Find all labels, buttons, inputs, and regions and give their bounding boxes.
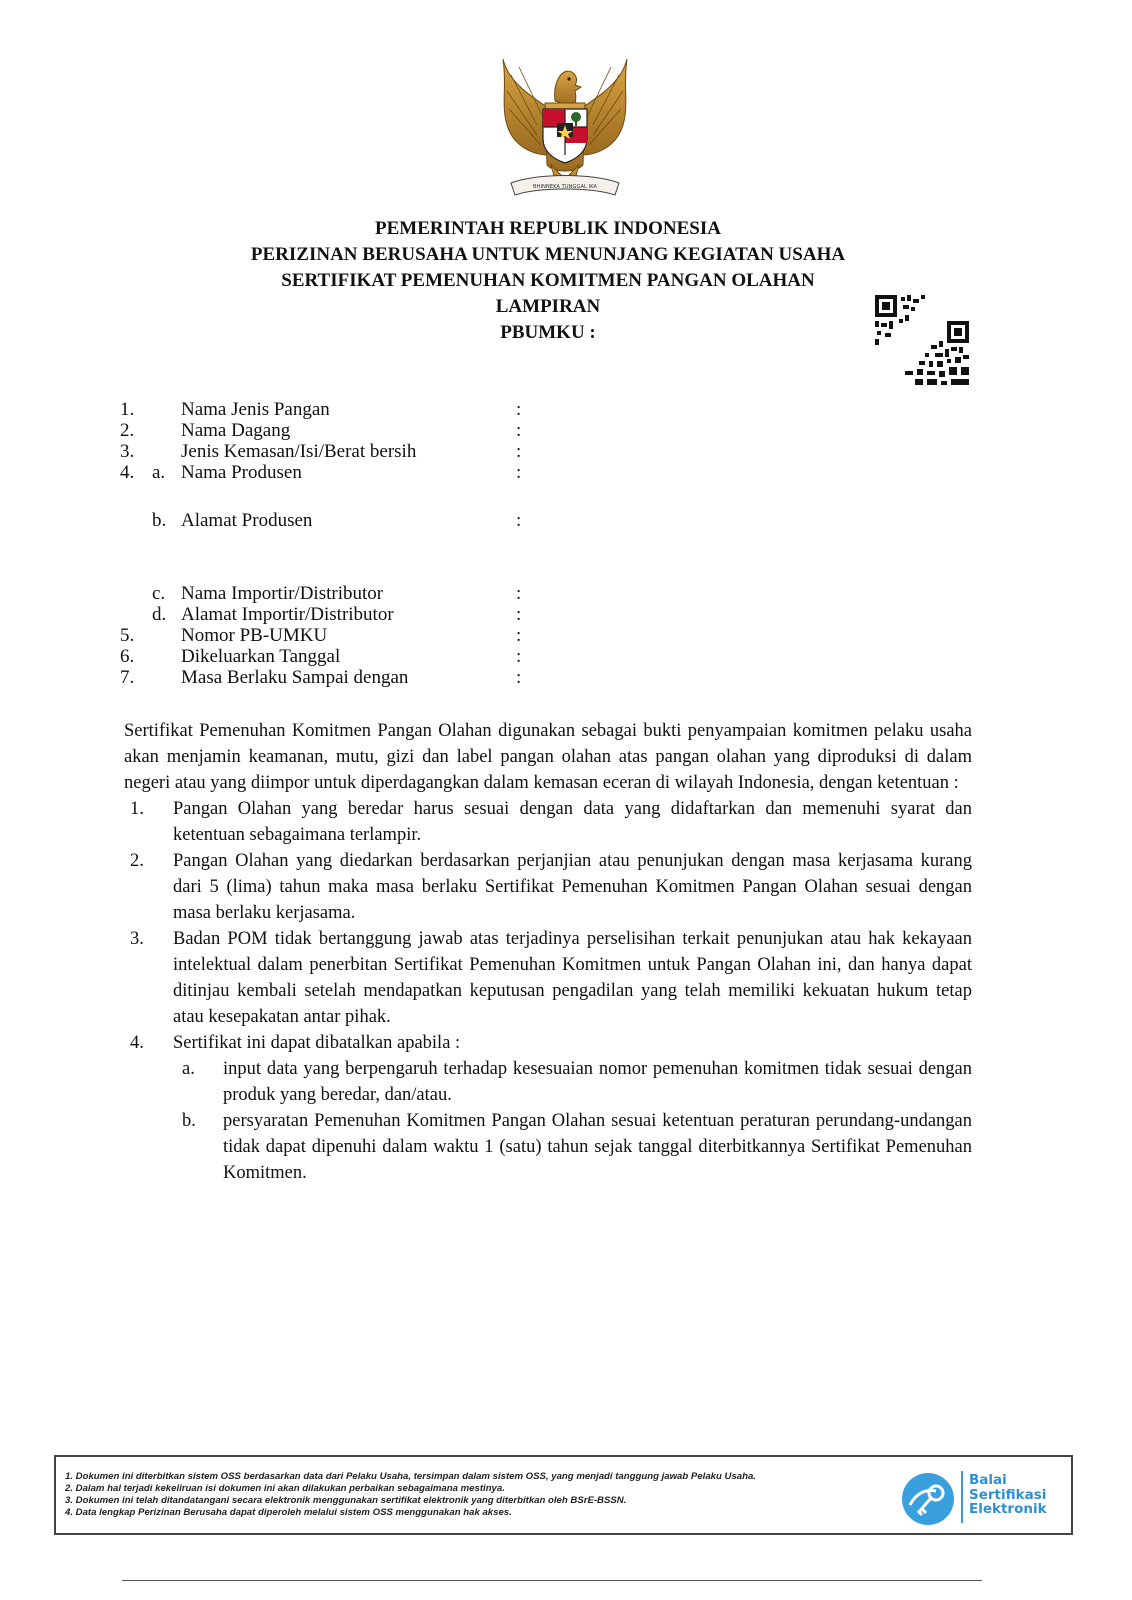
field-number: 5. [120, 625, 135, 646]
field-row [120, 667, 540, 689]
bsre-logo-icon [900, 1471, 956, 1527]
field-number: 7. [120, 667, 135, 688]
field-number: 1. [120, 399, 135, 420]
field-row [120, 420, 540, 442]
terms-subitem-text: input data yang berpengaruh terhadap kesesuaian nomor pemenuhan komitmen tidak sesuai dengan produk yang beredar, dan/atau. [223, 1059, 972, 1105]
terms-item-text: Sertifikat ini dapat dibatalkan apabila : [173, 1033, 461, 1053]
terms-subitem [124, 1056, 972, 1108]
field-sub-letter: c. [152, 583, 166, 604]
terms-subitem-text: persyaratan Pemenuhan Komitmen Pangan Olahan sesuai ketentuan peraturan perundang-undangan tidak dapat dipenuhi dalam waktu 1 (satu) tahun sejak tanggal diterbitkannya Sertifikat Pemenuhan Komitmen. [223, 1111, 972, 1183]
terms-item-number: 4. [130, 1033, 144, 1053]
footer-disclaimer-box [54, 1455, 1073, 1535]
terms-subitem-letter: b. [182, 1111, 196, 1131]
field-row [120, 399, 540, 421]
header-line-attachment: LAMPIRAN [495, 296, 601, 317]
field-colon: : [516, 583, 522, 604]
footer-note: 1. Dokumen ini diterbitkan sistem OSS berdasarkan data dari Pelaku Usaha, tersimpan dalam sistem OSS, yang menjadi tanggung jawab Pelaku Usaha. [65, 1471, 756, 1482]
terms-item-text: Pangan Olahan yang diedarkan berdasarkan perjanjian atau penunjukan dengan masa kerjasama kurang dari 5 (lima) tahun maka masa berlaku Sertifikat Pemenuhan Komitmen Pangan Olahan sesuai dengan masa berlaku kerjasama. [173, 851, 972, 923]
terms-item [124, 1030, 972, 1056]
field-row [120, 583, 540, 605]
field-number: 2. [120, 420, 135, 441]
terms-item-text: Pangan Olahan yang beredar harus sesuai dengan data yang didaftarkan dan memenuhi syarat dan ketentuan sebagaimana terlampir. [173, 799, 972, 845]
field-colon: : [516, 625, 522, 646]
field-row [120, 510, 540, 532]
terms-intro: Sertifikat Pemenuhan Komitmen Pangan Olahan digunakan sebagai bukti penyampaian komitmen pelaku usaha akan menjamin keamanan, mutu, gizi dan label pangan olahan atas pangan olahan yang diproduksi di dalam negeri atau yang diimpor untuk diperdagangkan dalam kemasan eceran di wilayah Indonesia, dengan ketentuan : [124, 721, 972, 793]
bsre-logo-line: Sertifikasi [969, 1486, 1047, 1503]
field-number: 6. [120, 646, 135, 667]
field-label: Nama Dagang [181, 420, 291, 441]
field-colon: : [516, 646, 522, 667]
field-label: Nama Importir/Distributor [181, 583, 384, 604]
field-sub-letter: b. [152, 510, 167, 531]
field-number: 3. [120, 441, 135, 462]
emblem-motto: BHINNEKA TUNGGAL IKA [533, 184, 597, 190]
footer-note: 4. Data lengkap Perizinan Berusaha dapat diperoleh melalui sistem OSS menggunakan hak akses. [65, 1507, 512, 1518]
footer-note: 2. Dalam hal terjadi kekeliruan isi dokumen ini akan dilakukan perbaikan sebagaimana mestinya. [65, 1483, 505, 1494]
qr-code [875, 295, 970, 390]
terms-item-number: 1. [130, 799, 144, 819]
field-number: 4. [120, 462, 135, 483]
field-row [120, 604, 540, 626]
bsre-logo-text [969, 1473, 1047, 1517]
field-label: Dikeluarkan Tanggal [181, 646, 341, 667]
terms-item [124, 926, 972, 1030]
field-colon: : [516, 420, 522, 441]
field-label: Masa Berlaku Sampai dengan [181, 667, 409, 688]
terms-item [124, 796, 972, 848]
field-label: Nama Jenis Pangan [181, 399, 330, 420]
field-row [120, 625, 540, 647]
field-row [120, 462, 540, 484]
field-colon: : [516, 441, 522, 462]
bsre-logo-line: Elektronik [969, 1501, 1047, 1517]
footer-note: 3. Dokumen ini telah ditandatangani secara elektronik menggunakan sertifikat elektronik yang diterbitkan oleh BSrE-BSSN. [65, 1495, 627, 1506]
page-bottom-divider [122, 1580, 982, 1581]
field-row [120, 646, 540, 668]
field-label: Alamat Importir/Distributor [181, 604, 394, 625]
certificate-terms [124, 718, 972, 1186]
field-label: Jenis Kemasan/Isi/Berat bersih [181, 441, 417, 462]
field-colon: : [516, 462, 522, 483]
terms-item-text: Badan POM tidak bertanggung jawab atas terjadinya perselisihan terkait penunjukan atau hak kekayaan intelektual dalam penerbitan Sertifikat Pemenuhan Komitmen untuk Pangan Olahan ini, dan hanya dapat ditinjau kembali setelah mendapatkan keputusan pengadilan yang telah memiliki kekuatan hukum tetap atau kesepakatan antar pihak. [173, 929, 972, 1027]
field-sub-letter: a. [152, 462, 166, 483]
field-sub-letter: d. [152, 604, 167, 625]
header-line-pbumku: PBUMKU : [500, 322, 596, 343]
field-colon: : [516, 667, 522, 688]
field-label: Nomor PB-UMKU [181, 625, 328, 646]
terms-subitem-letter: a. [182, 1059, 195, 1079]
field-colon: : [516, 399, 522, 420]
terms-subitem [124, 1108, 972, 1186]
field-colon: : [516, 510, 522, 531]
header-line-government: PEMERINTAH REPUBLIK INDONESIA [375, 218, 721, 239]
terms-item-number: 2. [130, 851, 144, 871]
field-row [120, 441, 540, 463]
footer-notes [65, 1471, 905, 1519]
terms-item-number: 3. [130, 929, 144, 949]
field-colon: : [516, 604, 522, 625]
bsre-logo-line: Balai [969, 1472, 1007, 1488]
header-line-certificate: SERTIFIKAT PEMENUHAN KOMITMEN PANGAN OLAHAN [281, 270, 815, 291]
header-line-licensing: PERIZINAN BERUSAHA UNTUK MENUNJANG KEGIATAN USAHA [250, 244, 846, 265]
field-label: Nama Produsen [181, 462, 302, 483]
bsre-divider [961, 1471, 963, 1523]
terms-item [124, 848, 972, 926]
field-label: Alamat Produsen [181, 510, 313, 531]
garuda-emblem [497, 55, 633, 201]
